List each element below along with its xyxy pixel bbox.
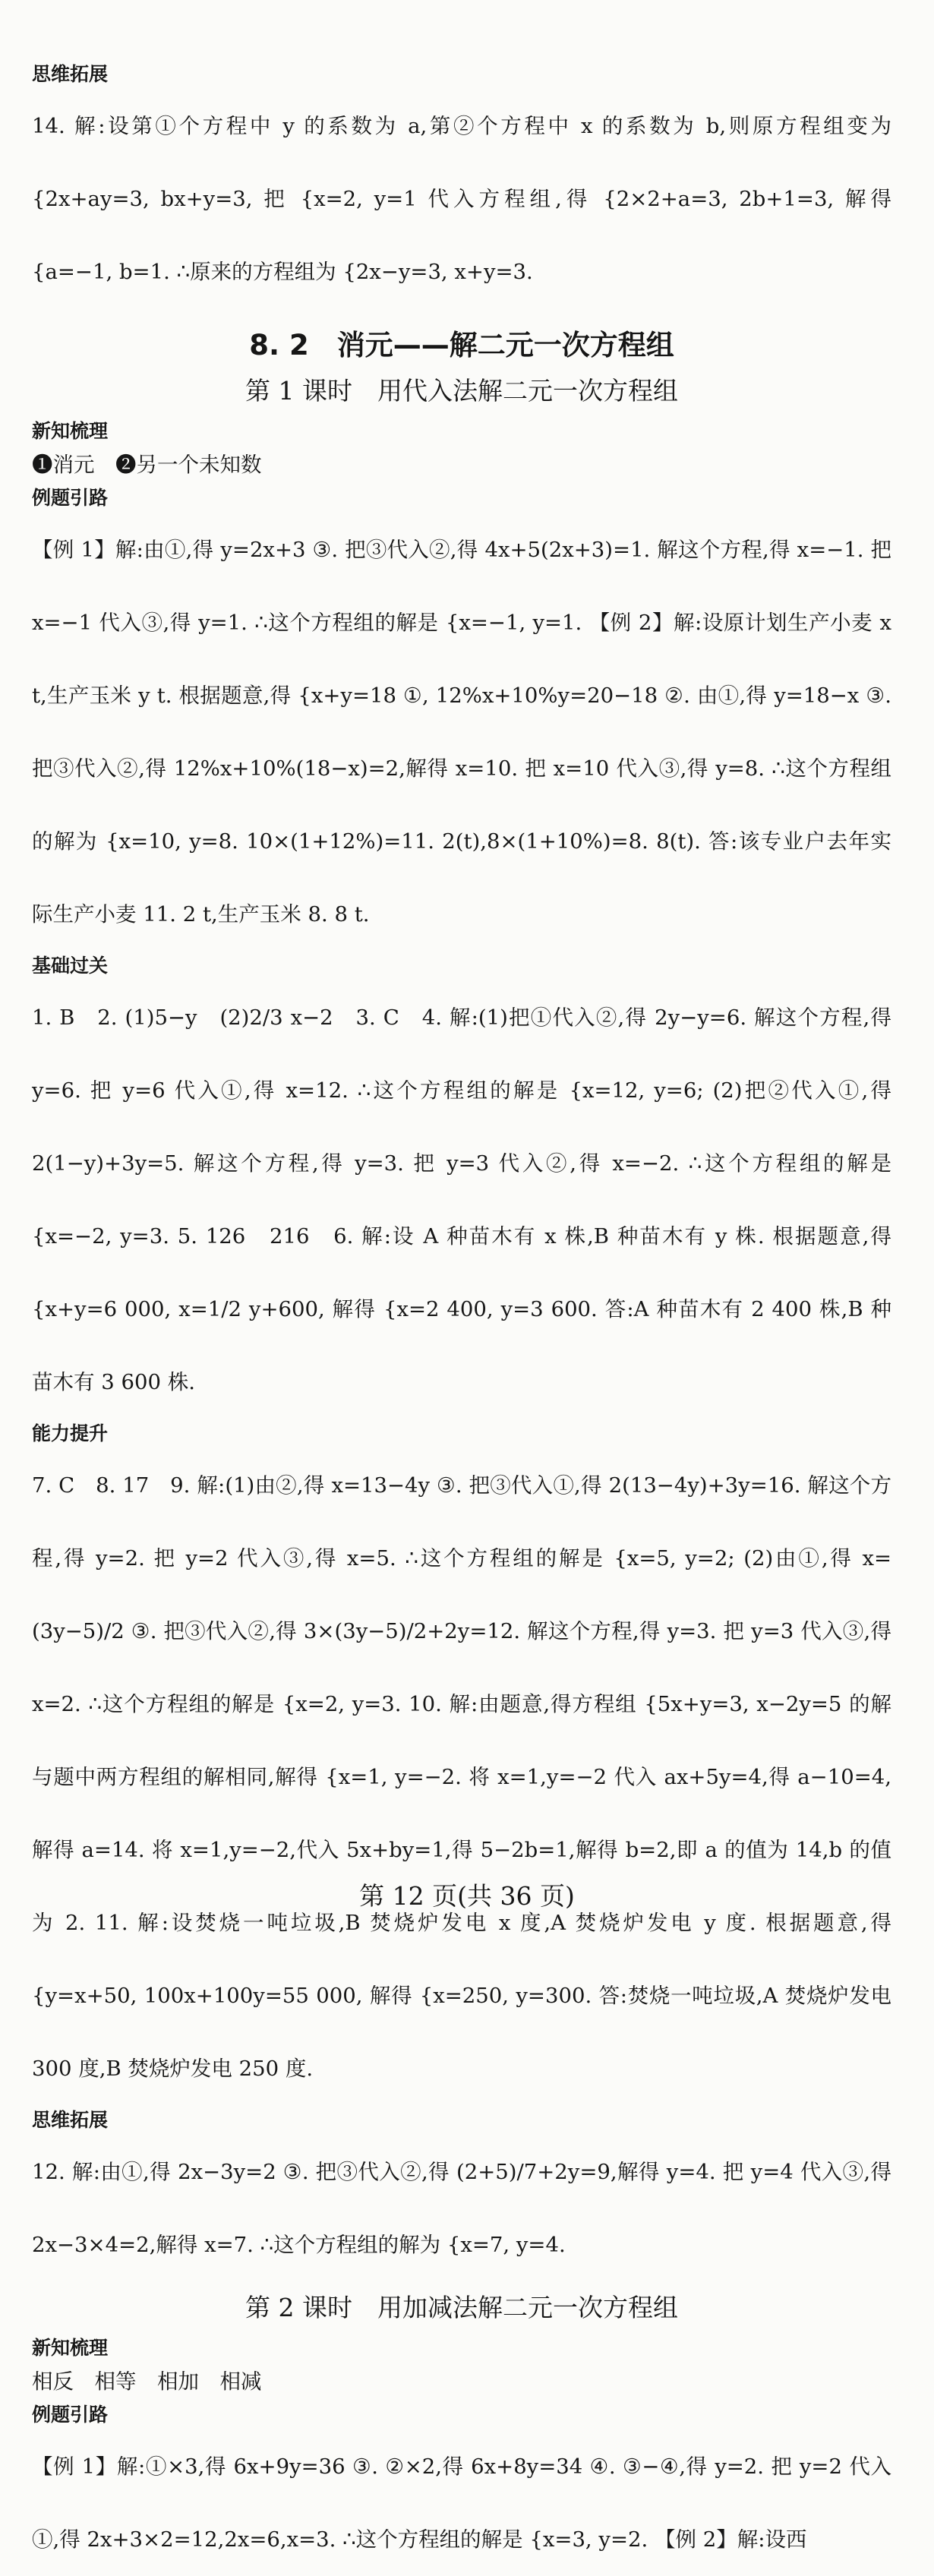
section-header-new-knowledge-2: 新知梳理	[32, 2337, 109, 2359]
section-header-examples-2: 例题引路	[32, 2404, 109, 2426]
section-header-basic: 基础过关	[32, 955, 109, 977]
example-answers-1: 【例 1】解:由①,得 y=2x+3 ③. 把③代入②,得 4x+5(2x+3)=1. 解这个方程,得 x=−1. 把 x=−1 代入③,得 y=1. ∴这个方程组的解是 {x=−1, y=1. 【例 2】解:设原计划生产小麦 x t,生产玉米 y t. 根据题意,得 {x+y=18 ①, 12%x+10%y=20−18 ②. 由①,得 y=18−x ③. 把③代入②,得 12%x+10%(18−x)=2,解得 x=10. 把 x=10 代入③,得 y=8. ∴这个方程组的解为 {x=10, y=8. 10×(1+12%)=11. 2(t),8×(1+10%)=8. 8(t). 答:该专业户去年实际生产小麦 11. 2 t,生产玉米 8. 8 t.	[32, 538, 891, 927]
section-header-thinking-2: 思维拓展	[32, 2109, 109, 2131]
section-header-examples-1: 例题引路	[32, 487, 109, 509]
answer-12: 12. 解:由①,得 2x−3y=2 ③. 把③代入②,得 (2+5)/7+2y=9,解得 y=4. 把 y=4 代入③,得 2x−3×4=2,解得 x=7. ∴这个方程组的解为 {x=7, y=4.	[32, 2160, 891, 2257]
page-number: 第 12 页(共 36 页)	[359, 1881, 575, 1911]
section-header-thinking-1: 思维拓展	[32, 63, 109, 85]
ability-answers: 7. C 8. 17 9. 解:(1)由②,得 x=13−4y ③. 把③代入①,得 2(13−4y)+3y=16. 解这个方程,得 y=2. 把 y=2 代入③,得 x=5. ∴这个方程组的解是 {x=5, y=2; (2)由①,得 x=(3y−5)/2 ③. 把③代入②,得 3×(3y−5)/2+2y=12. 解这个方程,得 y=3. 把 y=3 代入③,得 x=2. ∴这个方程组的解是 {x=2, y=3. 10. 解:由题意,得方程组 {5x+y=3, x−2y=5 的解与题中两方程组的解相同,解得 {x=1, y=−2. 将 x=1,y=−2 代入 ax+5y=4,得 a−10=4,解得 a=14. 将 x=1,y=−2,代入 5x+by=1,得 5−2b=1,解得 b=2,即 a 的值为 14,b 的值为 2. 11. 解:设焚烧一吨垃圾,B 焚烧炉发电 x 度,A 焚烧炉发电 y 度. 根据题意,得 {y=x+50, 100x+100y=55 000, 解得 {x=250, y=300. 答:焚烧一吨垃圾,A 焚烧炉发电 300 度,B 焚烧炉发电 250 度.	[32, 1473, 891, 2081]
basic-answers: 1. B 2. (1)5−y (2)2/3 x−2 3. C 4. 解:(1)把①代入②,得 2y−y=6. 解这个方程,得 y=6. 把 y=6 代入①,得 x=12. ∴这个方程组的解是 {x=12, y=6; (2)把②代入①,得 2(1−y)+3y=5. 解这个方程,得 y=3. 把 y=3 代入②,得 x=−2. ∴这个方程组的解是 {x=−2, y=3. 5. 126 216 6. 解:设 A 种苗木有 x 株,B 种苗木有 y 株. 根据题意,得 {x+y=6 000, x=1/2 y+600, 解得 {x=2 400, y=3 600. 答:A 种苗木有 2 400 株,B 种苗木有 3 600 株.	[32, 1005, 891, 1394]
section-header-ability: 能力提升	[32, 1422, 109, 1444]
lesson-2-title: 第 2 课时 用加减法解二元一次方程组	[245, 2293, 678, 2322]
section-header-new-knowledge-1: 新知梳理	[32, 420, 109, 442]
new-knowledge-answers-1: ❶消元 ❷另一个未知数	[32, 453, 262, 477]
answer-14: 14. 解:设第①个方程中 y 的系数为 a,第②个方程中 x 的系数为 b,则原方程组变为 {2x+ay=3, bx+y=3, 把 {x=2, y=1 代入方程组,得 {2×2+a=3, 2b+1=3, 解得 {a=−1, b=1. ∴原来的方程组为 {2x−y=3, x+y=3.	[32, 114, 891, 284]
lesson-1-title: 第 1 课时 用代入法解二元一次方程组	[245, 376, 678, 406]
example-answers-2: 【例 1】解:①×3,得 6x+9y=36 ③. ②×2,得 6x+8y=34 ④. ③−④,得 y=2. 把 y=2 代入①,得 2x+3×2=12,2x=6,x=3. ∴这个方程组的解是 {x=3, y=2. 【例 2】解:设西	[32, 2454, 891, 2552]
section-title: 8. 2 消元——解二元一次方程组	[249, 329, 674, 361]
new-knowledge-answers-2: 相反 相等 相加 相减	[32, 2369, 262, 2394]
